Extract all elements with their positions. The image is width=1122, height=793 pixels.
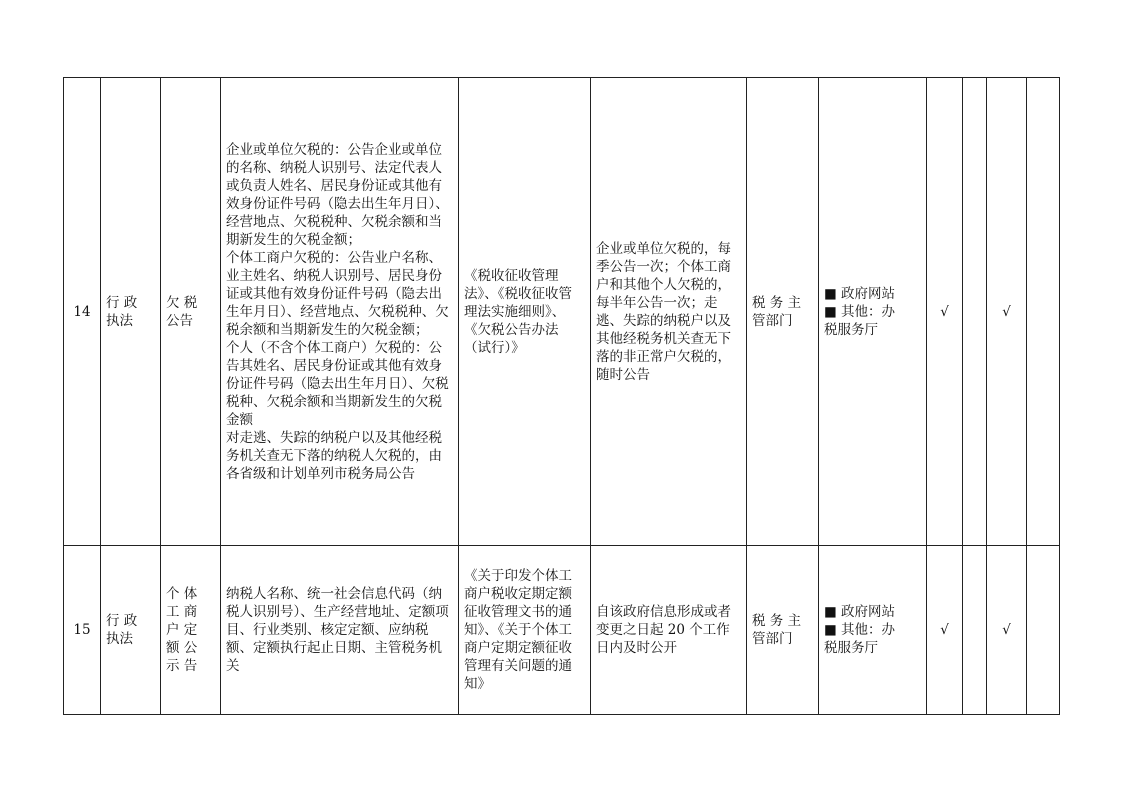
check-mark-1: √	[927, 78, 963, 546]
content-cell: 企业或单位欠税的：公告企业或单位的名称、纳税人识别号、法定代表人或负责人姓名、居民身份证或其他有效身份证件号码（隐去出生年月日）、经营地点、欠税税种、欠税余额和当期新发生的欠税金额； 个体工商户欠税的：公告业户名称、业主姓名、纳税人识别号、居民身份证或其他有效身份证件号码（隐去出生年月日）、经营地点、欠税税种、欠税余额和当期新发生的欠税金额； 个人（不含个体工商户）欠税的：公告其姓名、居民身份证或其他有效身份证件号码（隐去出生年月日）、欠税税种、欠税余额和当期新发生的欠税金额 对走逃、失踪的纳税户以及其他经税务机关查无下落的纳税人欠税的，由各省级和计划单列市税务局公告	[221, 78, 459, 546]
basis-cell: 《税收征收管理法》、《税收征收管理法实施细则》、《欠税公告办法（试行）》	[459, 78, 591, 546]
check-mark-2	[963, 546, 987, 715]
check-mark-3: √	[987, 546, 1027, 715]
check-mark-2	[963, 78, 987, 546]
check-mark-4	[1027, 78, 1060, 546]
check-mark-4	[1027, 546, 1060, 715]
department-cell: 税 务 主 管部门	[747, 78, 819, 546]
table-row	[64, 546, 1060, 715]
timing-cell: 企业或单位欠税的，每季公告一次；个体工商户和其他个人欠税的，每半年公告一次；走逃、失踪的纳税户以及其他经税务机关查无下落的非正常户欠税的，随时公告	[591, 78, 747, 546]
category-cell: 行 政 执法	[101, 546, 161, 715]
category-cell: 行 政 执法	[101, 78, 161, 546]
department-cell: 税 务 主 管部门	[747, 546, 819, 715]
row-number: 14	[64, 78, 101, 546]
table-row	[64, 78, 1060, 546]
content-cell: 纳税人名称、统一社会信息代码（纳税人识别号）、生产经营地址、定额项目、行业类别、核定定额、应纳税额、定额执行起止日期、主管税务机关	[221, 546, 459, 715]
disclosure-table	[63, 77, 1060, 715]
check-mark-1: √	[927, 546, 963, 715]
item-cell: 个 体 工 商 户 定 额 公 示 告	[161, 546, 221, 715]
channel-cell: ■ 政府网站 ■ 其他：办 税服务厅	[819, 78, 927, 546]
item-cell: 欠 税 公告	[161, 78, 221, 546]
row-number: 15	[64, 546, 101, 715]
check-mark-3: √	[987, 78, 1027, 546]
channel-cell: ■ 政府网站 ■ 其他：办 税服务厅	[819, 546, 927, 715]
timing-cell: 自该政府信息形成或者变更之日起 20 个工作日内及时公开	[591, 546, 747, 715]
basis-cell: 《关于印发个体工商户税收定期定额征收管理文书的通知》、《关于个体工商户定期定额征收管理有关问题的通知》	[459, 546, 591, 715]
